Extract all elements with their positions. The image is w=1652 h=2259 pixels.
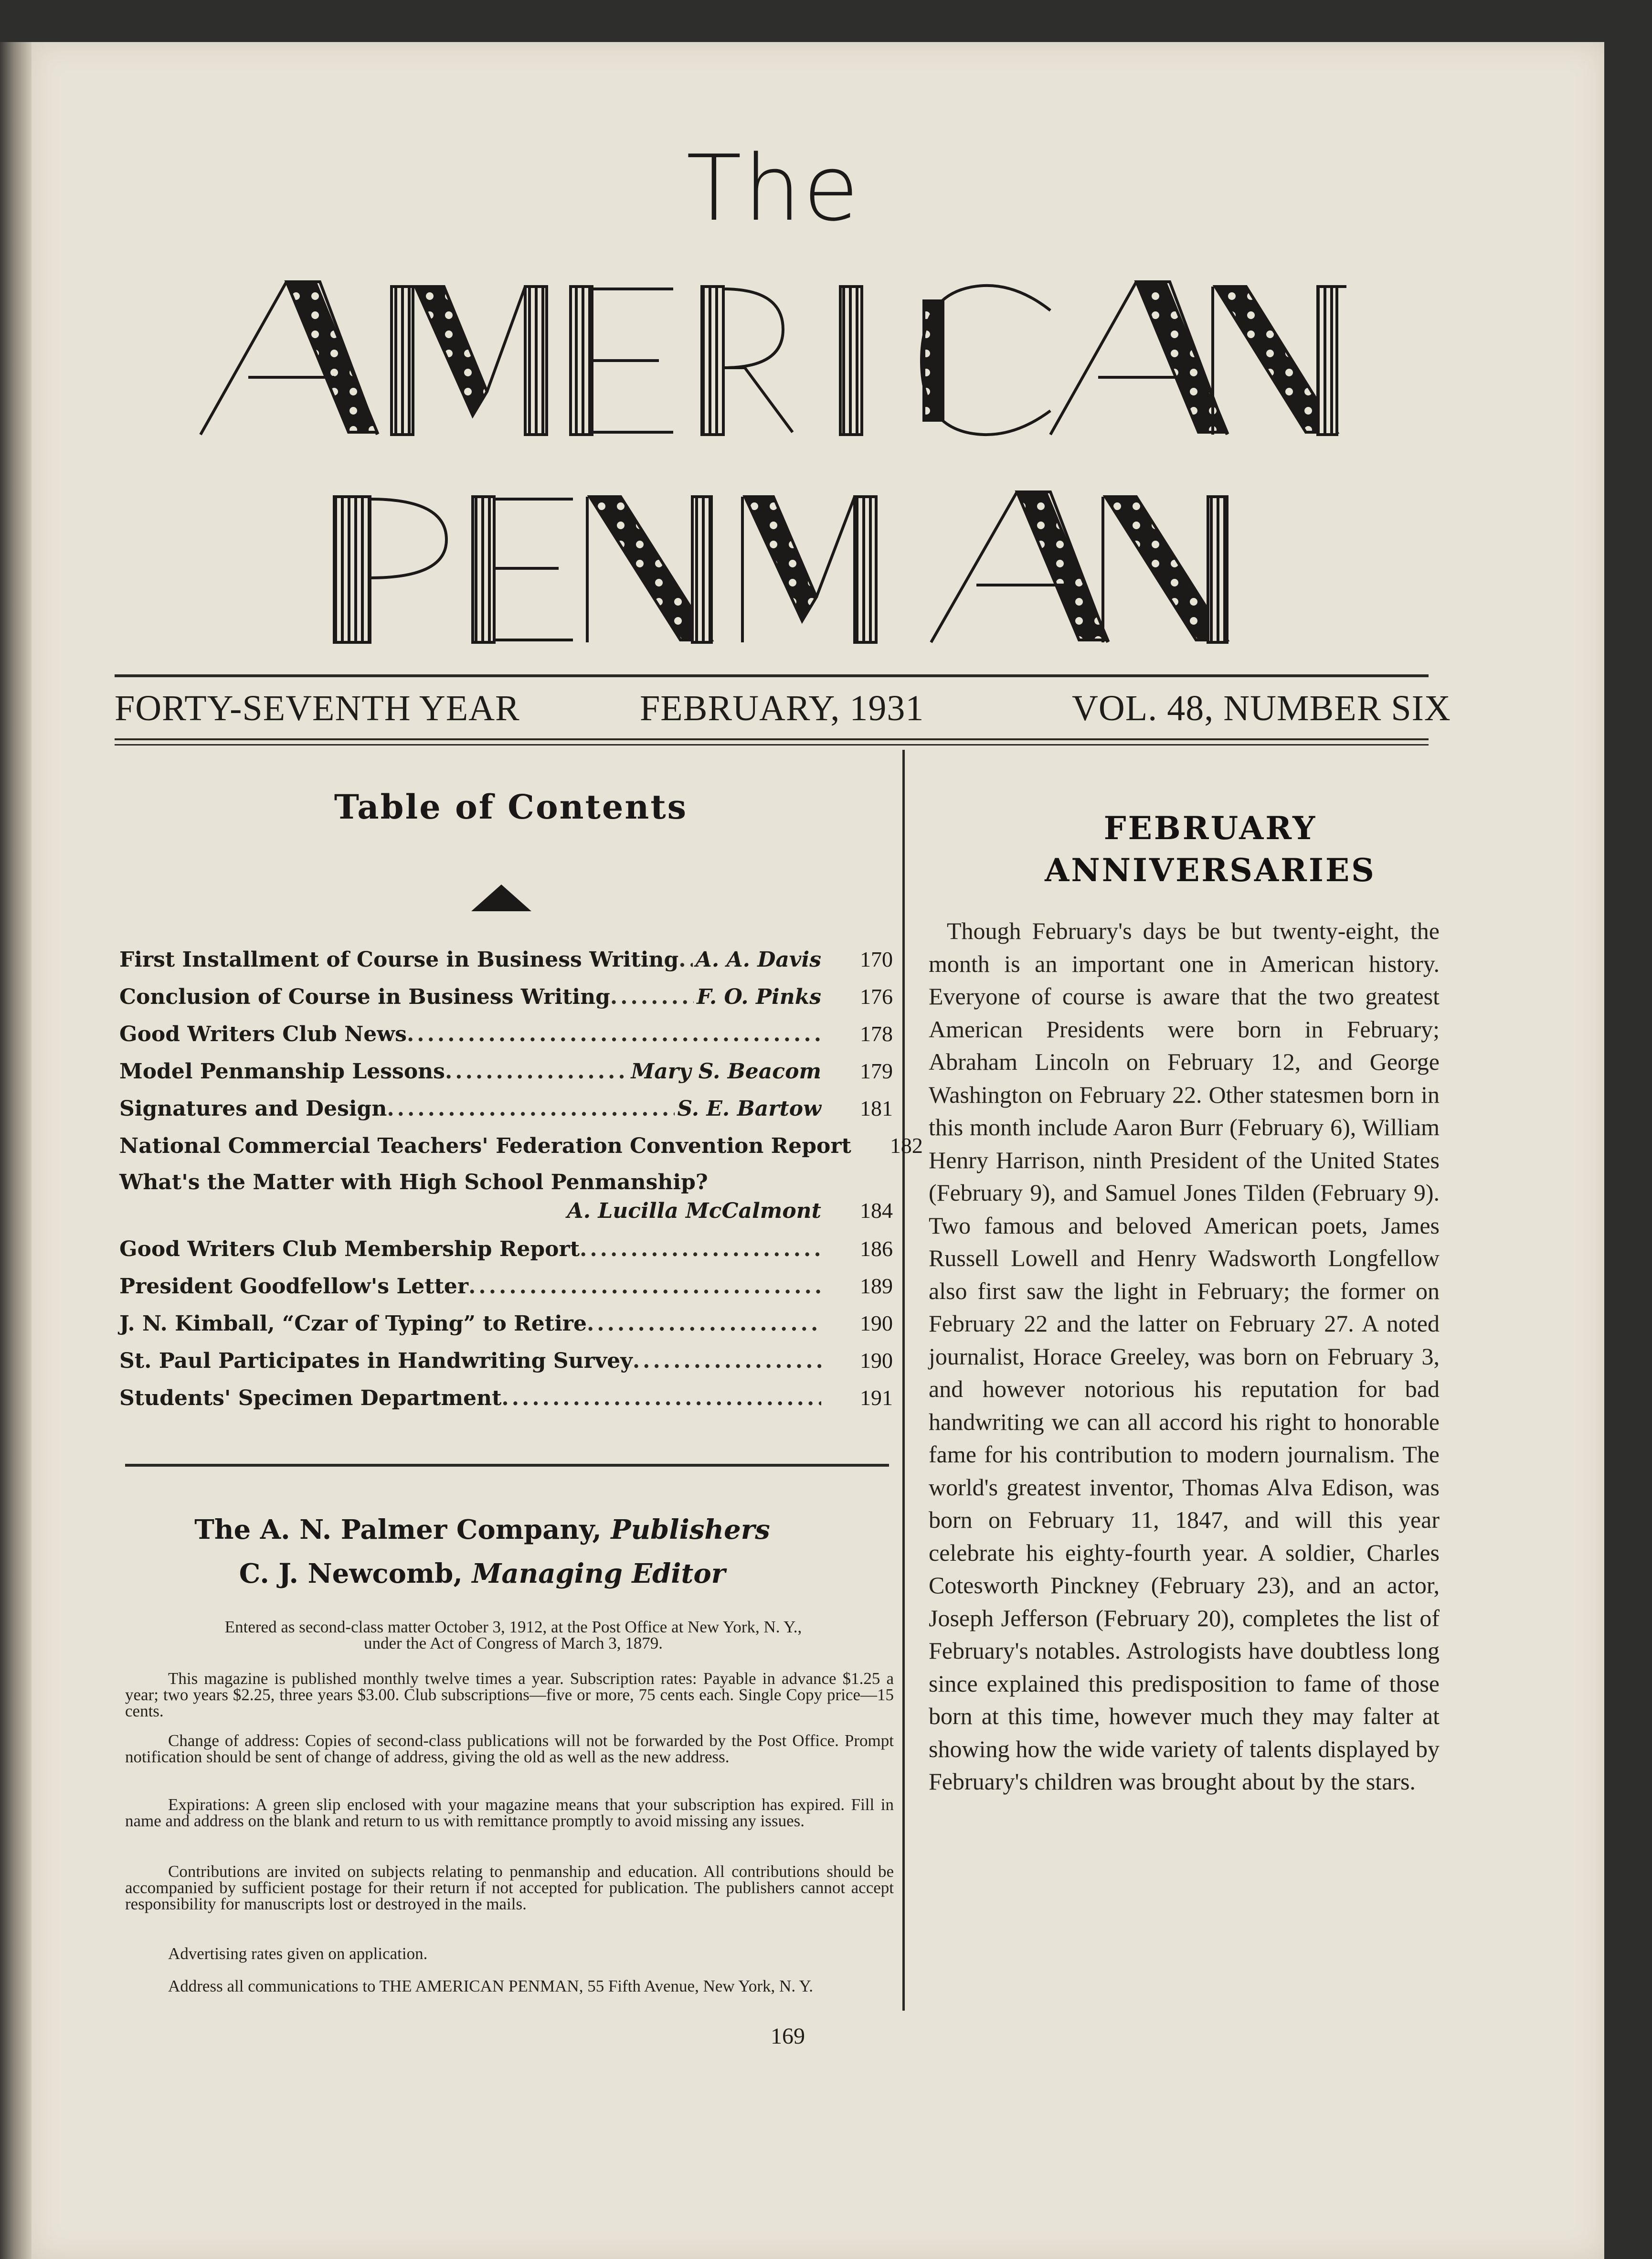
issue-year: FORTY-SEVENTH YEAR <box>115 688 520 728</box>
notice-entry-class: Entered as second-class matter October 3, 1912, at the Post Office at New York, N. Y., under the Act of Congress of March 3, 1879. <box>224 1618 802 1652</box>
header-rule-bottom-2 <box>115 744 1429 746</box>
editor-line: C. J. Newcomb, Managing Editor <box>239 1558 726 1589</box>
toc-entry[interactable]: National Commercial Teachers' Federation Convention Report 182 <box>119 1133 923 1158</box>
anniversaries-body: Though February's days be but twenty-eight, the month is an important one in American history. Everyone of course is aware that the two greatest American Presidents were born in February; Abraham Lincoln on February 12, and George Washington on February 22. Other statesmen born in this month include Aaron Burr (February 6), William Henry Harrison, ninth President of the United States (February 9), and Samuel Jones Tilden (February 9). Two famous and beloved American poets, James Russell Lowell and Henry Wadsworth Longfellow also first saw the light in February; the former on February 22 and the latter on February 27. A noted journalist, Horace Greeley, was born on February 3, and however notorious his reputation for bad handwriting we can all accord his right to honorable fame for his contribution to modern journalism. The world's greatest inventor, Thomas Alva Edison, was born on February 11, 1847, and will this year celebrate his eighty-fourth year. A soldier, Charles Cotesworth Pinckney (February 23), and an actor, Joseph Jefferson (February 20), completes the list of February's notables. Astrologists have doubtless long since explained this predisposition to fame of those born at this time, however much they may falter at showing how the wide variety of talents displayed by February's children was brought about by the stars. <box>929 917 1440 1795</box>
toc-entry[interactable]: President Goodfellow's Letter ..... 189 <box>119 1273 893 1307</box>
header-rule-top <box>115 674 1429 677</box>
masthead-logo <box>0 0 1652 678</box>
column-divider <box>902 750 905 2011</box>
triangle-ornament-icon <box>470 884 532 912</box>
toc-entry-author-line[interactable]: A. Lucilla McCalmont 184 <box>567 1198 893 1223</box>
notice-address: Address all communications to THE AMERICAN PENMAN, 55 Fifth Avenue, New York, N. Y. <box>168 1977 814 1995</box>
masthead-the: The <box>686 136 861 241</box>
notice-subscription: This magazine is published monthly twelve times a year. Subscription rates: Payable in advance $1.25 a year; two years $2.25, three years $3.00. Club subscriptions—five or more, 75 cents each. Single Copy price—15 cents. <box>125 1669 894 1720</box>
anniversaries-heading: FEBRUARY ANNIVERSARIES <box>1045 810 1376 889</box>
notice-contributions: Contributions are invited on subjects relating to penmanship and education. All contributions should be accompanied by sufficient postage for their return if not accepted for publication. The publishers cannot accept responsibility for manuscripts lost or destroyed in the mails. <box>125 1862 894 1913</box>
toc-entry[interactable]: St. Paul Participates in Handwriting Survey ..... 190 <box>119 1348 893 1381</box>
issue-date: FEBRUARY, 1931 <box>640 688 924 728</box>
publisher-line: The A. N. Palmer Company, Publishers <box>194 1514 770 1545</box>
notice-advertising: Advertising rates given on application. <box>168 1944 428 1963</box>
header-rule-bottom-1 <box>115 738 1429 740</box>
toc-title: Table of Contents <box>334 787 688 827</box>
toc-entry[interactable]: What's the Matter with High School Penmanship? <box>119 1170 708 1194</box>
notice-expirations: Expirations: A green slip enclosed with your magazine means that your subscription has expired. Fill in name and address on the blank and return to us with remittance promptly to avoid missing any issues. <box>125 1795 894 1830</box>
toc-bottom-rule <box>125 1464 889 1467</box>
notice-change-of-address: Change of address: Copies of second-class publications will not be forwarded by the Post Office. Prompt notification should be sent of change of address, giving the old as well as the new address. <box>125 1731 894 1766</box>
toc-entry[interactable]: Signatures and Design ..... S. E. Bartow 181 <box>119 1096 893 1129</box>
toc-entry[interactable]: J. N. Kimball, “Czar of Typing” to Retire ..... 190 <box>119 1311 893 1344</box>
toc-entry[interactable]: Good Writers Club Membership Report ..... 186 <box>119 1236 893 1269</box>
toc-entry[interactable]: Good Writers Club News ..... 178 <box>119 1021 893 1055</box>
toc-entry[interactable]: Model Penmanship Lessons ..... Mary S. Beacom 179 <box>119 1058 893 1092</box>
toc-entry[interactable]: Conclusion of Course in Business Writing ..... F. O. Pinks 176 <box>119 984 893 1017</box>
page-number: 169 <box>771 2024 805 2049</box>
toc-entry[interactable]: Students' Specimen Department ..... 191 <box>119 1385 893 1418</box>
toc-entry[interactable]: First Installment of Course in Business Writing ..... A. A. Davis 170 <box>119 947 893 980</box>
issue-volume: VOL. 48, NUMBER SIX <box>1072 688 1451 728</box>
